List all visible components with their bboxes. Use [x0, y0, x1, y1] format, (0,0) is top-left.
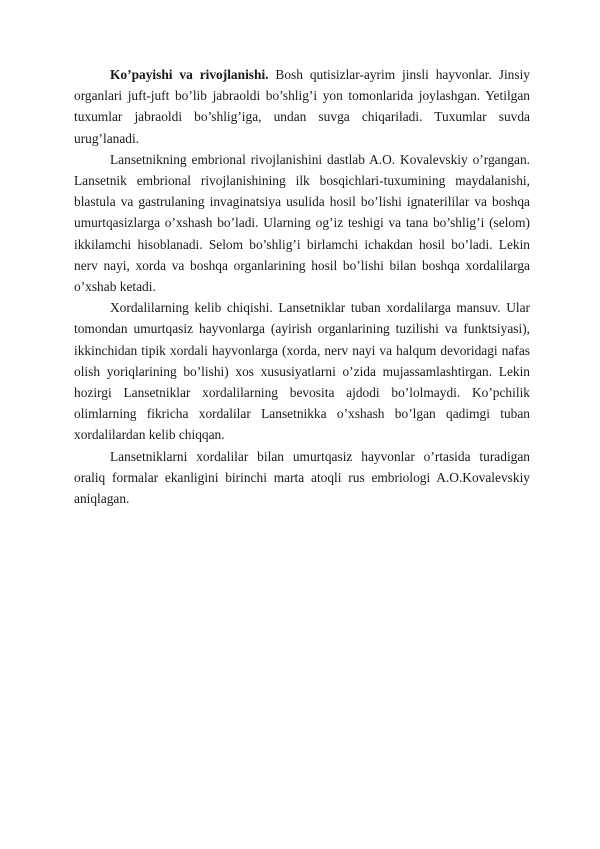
paragraph-intermediate-forms: Lansetniklarni xordalilar bilan umurtqasiz hayvonlar o’rtasida turadigan oraliq formalar ekanligini birinchi marta atoqli rus embriologi A.O.Kovalevskiy aniqlagan. [74, 448, 530, 507]
section-heading-reproduction: Ko’payishi va rivojlanishi. [110, 67, 269, 82]
paragraph-reproduction [74, 64, 530, 149]
paragraph-chordate-origin: Xordalilarning kelib chiqishi. Lansetniklar tuban xordalilarga mansuv. Ular tomondan umurtqasiz hayvonlarga (ayirish organlarining tuzilishi va funktsiyasi), ikkinchidan tipik xordali hayvonlarga (xorda, nerv nayi va halqum devoridagi nafas olish yoriqlarining bo’lishi) xos xususiyatlarni o’zida mujassamlashtirgan. Lekin hozirgi Lansetniklar xordalilarning bevosita ajdodi bo’lolmaydi. Ko’pchilik olimlarning fikricha xordalilar Lansetnikka o’xshash bo’lgan qadimgi tuban xordalilardan kelib chiqqan. [74, 300, 530, 443]
paragraph-embryonic-development: Lansetnikning embrional rivojlanishini dastlab A.O. Kovalevskiy o’rgangan. Lansetnik embrional rivojlanishining ilk bosqichlari-tuxumining maydalanishi, blastula va gastrulaning invaginatsiya usulida hosil bo’lishi ignaterililar va boshqa umurtqasizlarga o’xshash bo’ladi. Ularning og’iz teshigi va tana bo’shlig’i (selom) ikkilamchi hisoblanadi. Selom bo’shlig’i birlamchi ichakdan hosil bo’ladi. Lekin nerv nayi, xorda va boshqa organlarining hosil bo’lishi bilan boshqa xordalilarga o’xshab ketadi. [74, 151, 530, 295]
paragraph-reproduction-text: Bosh qutisizlar-ayrim jinsli hayvonlar. Jinsiy organlari juft-juft bo’lib jabraoldi bo’shlig’i yon tomonlarida joylashgan. Yetilgan tuxumlar jabraoldi bo’shlig’iga, undan suvga chiqariladi. Tuxumlar suvda urug’lanadi. [74, 67, 531, 146]
document-body [74, 64, 530, 509]
